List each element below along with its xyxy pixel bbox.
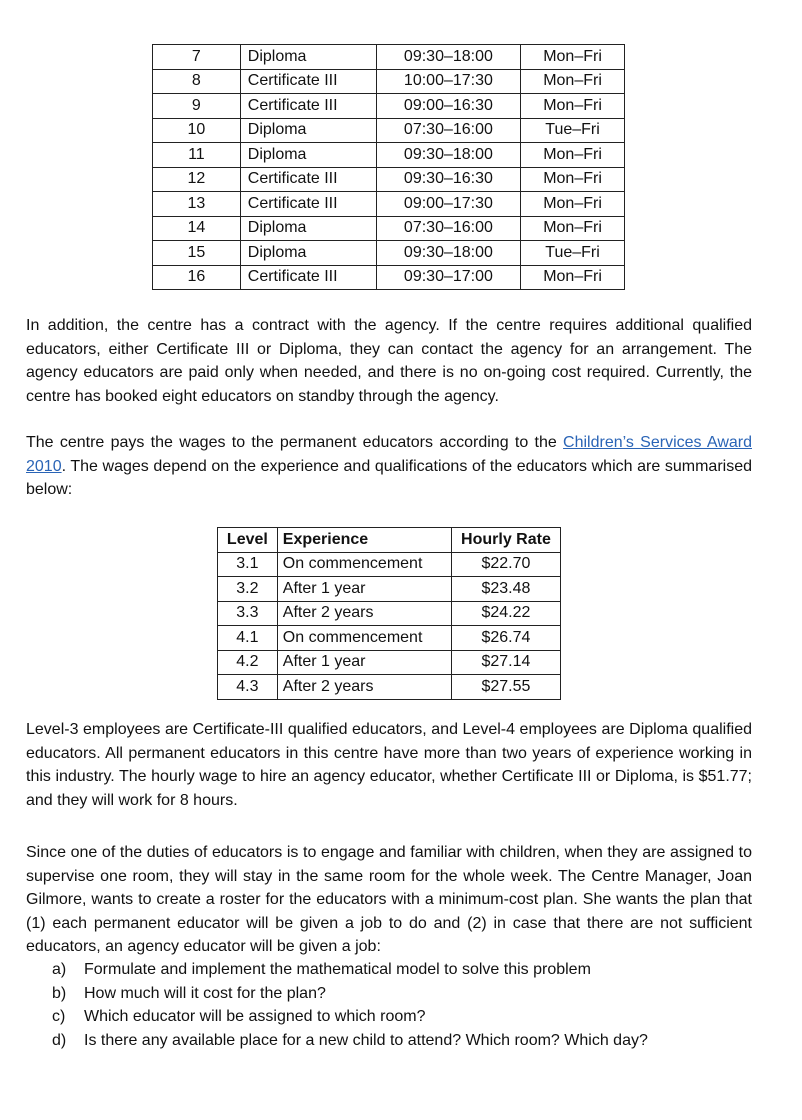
educator-id-cell: 12: [153, 167, 241, 192]
table-row: [153, 45, 625, 70]
qualification-cell: Diploma: [240, 118, 376, 143]
table-row: [218, 552, 561, 577]
hourly-rate-cell: $23.48: [451, 577, 560, 602]
list-item: [52, 958, 752, 982]
hourly-rate-cell: $24.22: [451, 601, 560, 626]
educator-id-cell: 7: [153, 45, 241, 70]
agency-paragraph: In addition, the centre has a contract with the agency. If the centre requires additional qualified educators, either Certificate III or Diploma, they can contact the agency for an arrangement. The agency educators are paid only when needed, and there is no on-going cost required. Currently, the centre has booked eight educators on standby through the agency.: [26, 317, 752, 405]
list-item: [52, 982, 752, 1006]
question-label: a): [52, 961, 67, 978]
days-cell: Mon–Fri: [521, 69, 625, 94]
question-label: d): [52, 1031, 67, 1049]
educator-id-cell: 15: [153, 241, 241, 266]
qualification-cell: Diploma: [240, 241, 376, 266]
question-text: Formulate and implement the mathematical model to solve this problem: [84, 961, 591, 978]
level-cell: 3.1: [218, 552, 278, 577]
qualification-cell: Certificate III: [240, 94, 376, 119]
educator-id-cell: 13: [153, 192, 241, 217]
hourly-rate-cell: $27.14: [451, 650, 560, 675]
hourly-rate-cell: $22.70: [451, 552, 560, 577]
experience-cell: After 1 year: [277, 577, 451, 602]
header-level: Level: [218, 528, 278, 553]
educator-id-cell: 10: [153, 118, 241, 143]
header-hourly-rate: Hourly Rate: [451, 528, 560, 553]
days-cell: Mon–Fri: [521, 94, 625, 119]
educator-table-body: [153, 45, 625, 290]
question-text: Which educator will be assigned to which room?: [84, 1008, 426, 1026]
educator-id-cell: 16: [153, 265, 241, 290]
table-row: [218, 601, 561, 626]
wage-table: [217, 527, 561, 700]
question-label: c): [52, 1008, 66, 1026]
qualification-cell: Certificate III: [240, 167, 376, 192]
qualification-cell: Certificate III: [240, 69, 376, 94]
levels-paragraph: Level-3 employees are Certificate-III qualified educators, and Level-4 employees are Diploma qualified educators. All permanent educators in this centre have more than two years of experience working in this industry. The hourly wage to hire an agency educator, whether Certificate III or Diploma, is $51.77; and they will work for 8 hours.: [26, 721, 752, 809]
table-row: [153, 216, 625, 241]
hours-cell: 07:30–16:00: [376, 216, 520, 241]
days-cell: Mon–Fri: [521, 167, 625, 192]
educator-id-cell: 8: [153, 69, 241, 94]
experience-cell: On commencement: [277, 552, 451, 577]
hours-cell: 09:30–17:00: [376, 265, 520, 290]
hours-cell: 09:00–17:30: [376, 192, 520, 217]
days-cell: Mon–Fri: [521, 216, 625, 241]
hourly-rate-cell: $26.74: [451, 626, 560, 651]
level-cell: 4.2: [218, 650, 278, 675]
table-row: [153, 143, 625, 168]
table-row: [153, 241, 625, 266]
hours-cell: 07:30–16:00: [376, 118, 520, 143]
question-text: Is there any available place for a new child to attend? Which room? Which day?: [84, 1031, 648, 1049]
educator-id-cell: 14: [153, 216, 241, 241]
level-cell: 4.3: [218, 675, 278, 700]
table-row: [153, 192, 625, 217]
hours-cell: 10:00–17:30: [376, 69, 520, 94]
task-paragraph: Since one of the duties of educators is to engage and familiar with children, when they are assigned to supervise one room, they will stay in the same room for the whole week. The Centre Manager, Joan Gilmore, wants to create a roster for the educators with a minimum-cost plan. She wants the plan that (1) each permanent educator will be given a job to do and (2) in case that there are not sufficient educators, an agency educator will be given a job:: [26, 844, 752, 956]
question-label: b): [52, 984, 67, 1002]
level-cell: 4.1: [218, 626, 278, 651]
wage-table-body: [218, 552, 561, 699]
days-cell: Mon–Fri: [521, 192, 625, 217]
table-row: [153, 265, 625, 290]
experience-cell: On commencement: [277, 626, 451, 651]
award-text-after: . The wages depend on the experience and qualifications of the educators which are summarised below:: [26, 457, 752, 499]
level-cell: 3.2: [218, 577, 278, 602]
educator-id-cell: 9: [153, 94, 241, 119]
hours-cell: 09:30–16:30: [376, 167, 520, 192]
table-row: [153, 69, 625, 94]
days-cell: Mon–Fri: [521, 143, 625, 168]
table-row: [153, 118, 625, 143]
award-paragraph: [26, 431, 752, 502]
experience-cell: After 2 years: [277, 601, 451, 626]
experience-cell: After 2 years: [277, 675, 451, 700]
hours-cell: 09:30–18:00: [376, 143, 520, 168]
question-text: How much will it cost for the plan?: [84, 984, 326, 1002]
educator-table: [152, 44, 625, 290]
table-row: [153, 167, 625, 192]
level-cell: 3.3: [218, 601, 278, 626]
table-row: [218, 675, 561, 700]
educator-id-cell: 11: [153, 143, 241, 168]
hours-cell: 09:30–18:00: [376, 45, 520, 70]
days-cell: Mon–Fri: [521, 265, 625, 290]
qualification-cell: Certificate III: [240, 265, 376, 290]
days-cell: Tue–Fri: [521, 241, 625, 266]
table-row: [218, 650, 561, 675]
award-text-before: The centre pays the wages to the permanent educators according to the: [26, 434, 564, 451]
table-row: [218, 626, 561, 651]
qualification-cell: Diploma: [240, 45, 376, 70]
question-list: [52, 958, 752, 1052]
table-row: [218, 577, 561, 602]
header-experience: Experience: [277, 528, 451, 553]
days-cell: Tue–Fri: [521, 118, 625, 143]
award-link[interactable]: Children’s Services Award 2010: [26, 434, 752, 475]
experience-cell: After 1 year: [277, 650, 451, 675]
list-item: [52, 1029, 752, 1053]
days-cell: Mon–Fri: [521, 45, 625, 70]
wage-table-header-row: [218, 528, 561, 553]
hourly-rate-cell: $27.55: [451, 675, 560, 700]
hours-cell: 09:30–18:00: [376, 241, 520, 266]
qualification-cell: Certificate III: [240, 192, 376, 217]
list-item: [52, 1005, 752, 1029]
qualification-cell: Diploma: [240, 216, 376, 241]
table-row: [153, 94, 625, 119]
hours-cell: 09:00–16:30: [376, 94, 520, 119]
qualification-cell: Diploma: [240, 143, 376, 168]
